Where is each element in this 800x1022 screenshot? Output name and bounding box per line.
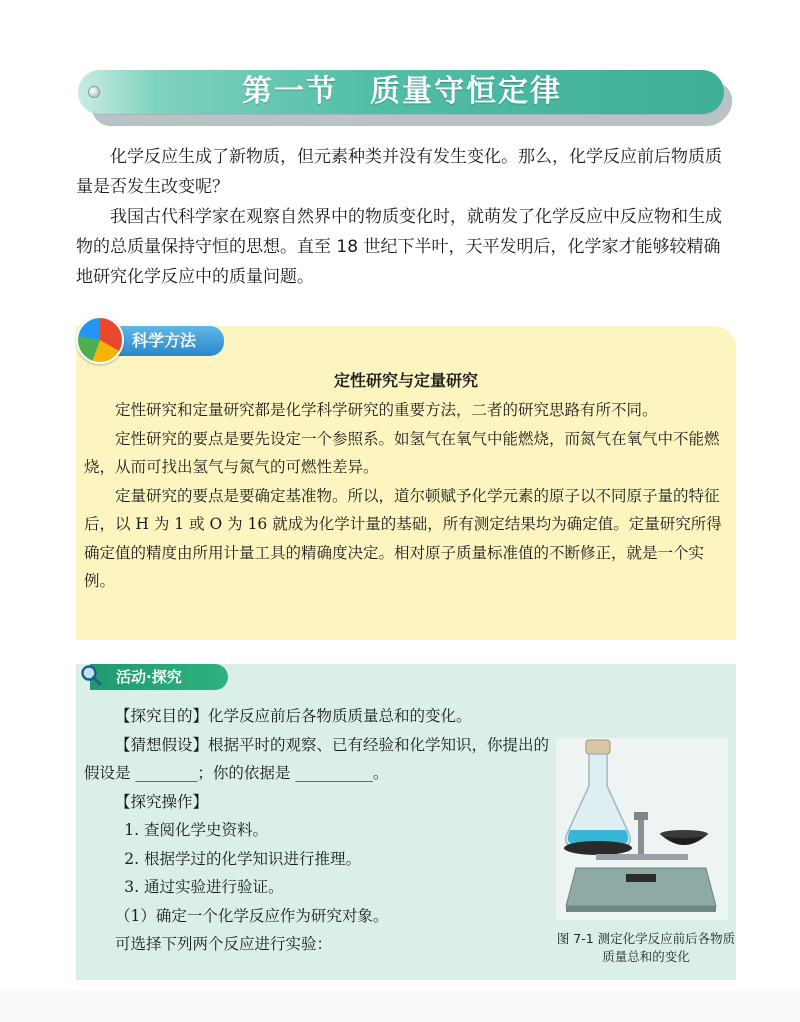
activity-line: 3. 通过实验进行验证。 bbox=[124, 878, 284, 896]
intro-text bbox=[76, 142, 736, 292]
balance-illustration bbox=[556, 738, 728, 920]
banner-bullet-icon bbox=[88, 86, 100, 98]
section-title: 第一节 质量守恒定律 bbox=[242, 74, 562, 109]
activity-tab: 活动·探究 bbox=[90, 664, 228, 690]
figure-caption: 图 7-1 测定化学反应前后各物质质量总和的变化 bbox=[556, 931, 736, 964]
science-method-tab: 科学方法 bbox=[102, 326, 224, 356]
method-heading: 定性研究与定量研究 bbox=[333, 371, 478, 390]
science-method-icon bbox=[76, 316, 124, 364]
activity-line: 【探究操作】 bbox=[115, 792, 209, 811]
activity-line: 2. 根据学过的化学知识进行推理。 bbox=[124, 849, 362, 868]
activity-line: （1）确定一个化学反应作为研究对象。 bbox=[115, 906, 389, 925]
activity-line: 【猜想假设】根据平时的观察、已有经验和化学知识，你提出的假设是 ________；你的依据是 __________。 bbox=[84, 735, 550, 782]
intro-paragraph: 化学反应生成了新物质，但元素种类并没有发生变化。那么，化学反应前后物质质量是否发生改变呢？ bbox=[76, 147, 722, 197]
balance-photo bbox=[556, 738, 728, 920]
page-bottom-margin bbox=[0, 990, 800, 1022]
method-paragraph: 定性研究和定量研究都是化学科学研究的重要方法，二者的研究思路有所不同。 bbox=[115, 401, 658, 419]
method-text bbox=[84, 396, 728, 596]
activity-line: 1. 查阅化学史资料。 bbox=[124, 821, 269, 839]
method-paragraph: 定量研究的要点是要确定基准物。所以，道尔顿赋予化学元素的原子以不同原子量的特征后，以 H 为 1 或 O 为 16 就成为化学计量的基础，所有测定结果均为确定值。定量研究所得确定值的精度由所用计量工具的精确度决定。相对原子质量标准值的不断修正，就是一个实例。 bbox=[84, 486, 722, 590]
activity-text bbox=[84, 702, 554, 959]
activity-line: 可选择下列两个反应进行实验： bbox=[115, 935, 333, 953]
method-paragraph: 定性研究的要点是要先设定一个参照系。如氢气在氧气中能燃烧，而氮气在氧气中不能燃烧，从而可找出氢气与氮气的可燃性差异。 bbox=[84, 429, 720, 476]
activity-line: 【探究目的】化学反应前后各物质质量总和的变化。 bbox=[115, 707, 472, 725]
intro-paragraph: 我国古代科学家在观察自然界中的物质变化时，就萌发了化学反应中反应物和生成物的总质量保持守恒的思想。直至 18 世纪下半叶，天平发明后，化学家才能够较精确地研究化学反应中的质量问题。 bbox=[76, 207, 722, 287]
magnifier-icon bbox=[80, 664, 102, 686]
